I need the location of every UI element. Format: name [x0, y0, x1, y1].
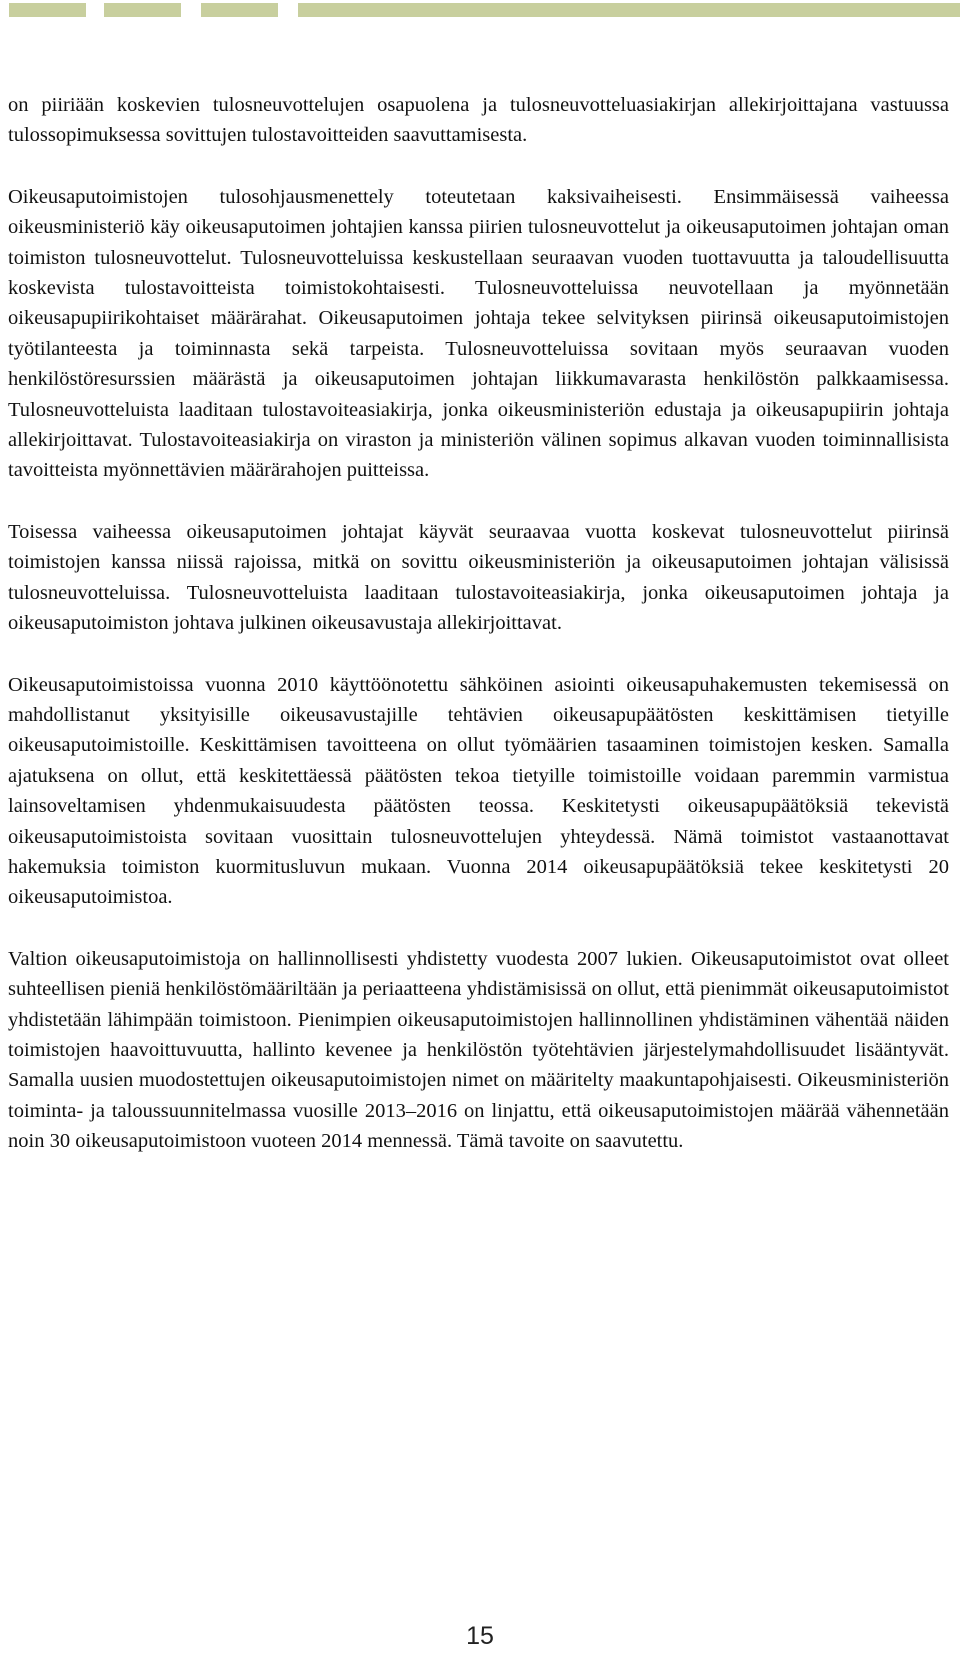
- document-body: [8, 90, 949, 1188]
- body-paragraph: on piiriään koskevien tulosneuvottelujen osapuolena ja tulosneuvotteluasiakirjan allekirjoittajana vastuussa tulossopimuksessa sovittujen tulostavoitteiden saavuttamisesta.: [8, 94, 949, 147]
- body-paragraph: Oikeusaputoimistoissa vuonna 2010 käyttöönotettu sähköinen asiointi oikeusapuhakemusten tekemisessä on mahdollistanut yksityisille oikeusavustajille tehtävien oikeusapupäätösten keskittämisen tietyille oikeusaputoimistoille. Keskittämisen tavoitteena on ollut työmäärien tasaaminen toimistojen kesken. Samalla ajatuksena on ollut, että keskitettäessä päätösten tekoa tietyille toimistoille voidaan paremmin varmistua lainsoveltamisen yhdenmukaisuudesta päätösten teossa. Keskitetysti oikeusapupäätöksiä tekevistä oikeusaputoimistoista sovitaan vuosittain tulosneuvottelujen yhteydessä. Nämä toimistot vastaanottavat hakemuksia toimiston kuormitusluvun mukaan. Vuonna 2014 oikeusapupäätöksiä tekee keskitetysti 20 oikeusaputoimistoa.: [8, 673, 949, 909]
- header-decoration-bar: [0, 3, 960, 17]
- body-paragraph: Valtion oikeusaputoimistoja on hallinnollisesti yhdistetty vuodesta 2007 lukien. Oikeusaputoimistot ovat olleet suhteellisen pieniä henkilöstömääriltään ja periaatteena yhdistämisissä on ollut, että pienimmät oikeusaputoimistot yhdistetään lähimpään toimistoon. Pienimpien oikeusaputoimistojen hallinnollinen yhdistäminen vähentää näiden toimistojen haavoittuvuutta, hallinto kevenee ja henkilöstön työtehtävien järjestelymahdollisuudet lisääntyvät. Samalla uusien muodostettujen oikeusaputoimistojen nimet on määritelty maakuntapohjaisesti. Oikeusministeriön toiminta- ja taloussuunnitelmassa vuosille 2013–2016 on linjattu, että oikeusaputoimistojen määrää vähennetään noin 30 oikeusaputoimistoon vuoteen 2014 mennessä. Tämä tavoite on saavutettu.: [8, 947, 949, 1153]
- header-bar-segment: [201, 3, 278, 17]
- header-bar-segment: [298, 3, 960, 17]
- page-number: 15: [466, 1622, 494, 1650]
- header-bar-segment: [104, 3, 181, 17]
- body-paragraph: Oikeusaputoimistojen tulosohjausmenettely toteutetaan kaksivaiheisesti. Ensimmäisessä vaiheessa oikeusministeriö käy oikeusaputoimen johtajien kanssa piirien tulosneuvottelut ja oikeusaputoimen johtajan oman toimiston tulosneuvottelut. Tulosneuvotteluissa keskustellaan seuraavan vuoden tuottavuutta ja taloudellisuutta koskevista tulostavoitteista toimistokohtaisesti. Tulosneuvotteluissa neuvotellaan ja myönnetään oikeusapupiirikohtaiset määrärahat. Oikeusaputoimen johtaja tekee selvityksen piirinsä oikeusaputoimistojen työtilanteesta ja toiminnasta sekä tarpeista. Tulosneuvotteluissa sovitaan myös seuraavan vuoden henkilöstöresurssien määrästä ja oikeusaputoimen johtajan liikkumavarasta henkilöstön palkkaamisessa. Tulosneuvotteluista laaditaan tulostavoiteasiakirja, jonka oikeusministeriön edustaja ja oikeusapupiirin johtaja allekirjoittavat. Tulostavoiteasiakirja on viraston ja ministeriön välinen sopimus alkavan vuoden toiminnallisista tavoitteista myönnettävien määrärahojen puitteissa.: [8, 185, 949, 482]
- body-paragraph: Toisessa vaiheessa oikeusaputoimen johtajat käyvät seuraavaa vuotta koskevat tulosneuvottelut piirinsä toimistojen kanssa niissä rajoissa, mitkä on sovittu oikeusministeriön ja oikeusaputoimen johtajan välisissä tulosneuvotteluissa. Tulosneuvotteluista laaditaan tulostavoiteasiakirja, jonka oikeusaputoimen johtaja ja oikeusaputoimiston johtava julkinen oikeusavustaja allekirjoittavat.: [8, 520, 949, 635]
- header-bar-segment: [9, 3, 86, 17]
